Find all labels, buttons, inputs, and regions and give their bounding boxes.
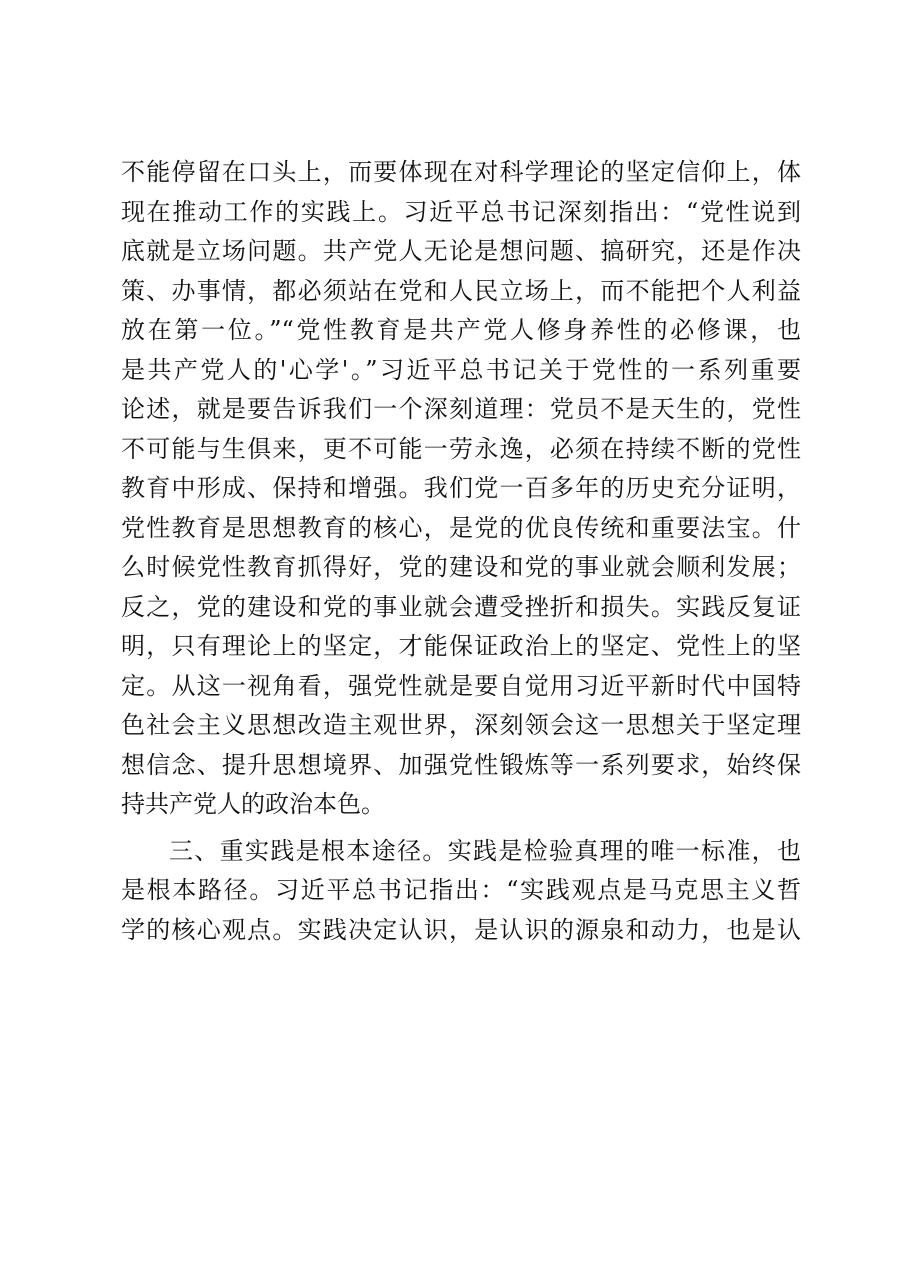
text-line: 想信念、提升思想境界、加强党性锻炼等一系列要求，始终保 — [121, 750, 801, 779]
text-line: 党性教育是思想教育的核心，是党的优良传统和重要法宝。什 — [121, 513, 801, 542]
text-line: 放在第一位。”“党性教育是共产党人修身养性的必修课，也 — [121, 316, 801, 344]
body-text — [121, 153, 801, 950]
paragraph-2 — [121, 832, 801, 951]
text-line: 明，只有理论上的坚定，才能保证政治上的坚定、党性上的坚 — [121, 632, 801, 660]
text-line: 学的核心观点。实践决定认识，是认识的源泉和动力，也是认 — [121, 915, 801, 944]
text-line: 教育中形成、保持和增强。我们党一百多年的历史充分证明， — [121, 474, 801, 502]
text-line: 持共产党人的政治本色。 — [121, 790, 385, 818]
text-line: 色社会主义思想改造主观世界，深刻领会这一思想关于坚定理 — [121, 711, 801, 739]
text-line: 是根本路径。习近平总书记指出：“实践观点是马克思主义哲 — [121, 876, 801, 904]
paragraph-gap — [121, 825, 801, 832]
text-line: 三、重实践是根本途径。实践是检验真理的唯一标准，也 — [169, 836, 801, 865]
text-line: 是共产党人的'心学'。”习近平总书记关于党性的一系列重要 — [121, 355, 801, 384]
text-line: 不可能与生俱来，更不可能一劳永逸，必须在持续不断的党性 — [121, 434, 801, 463]
text-line: 么时候党性教育抓得好，党的建设和党的事业就会顺利发展； — [121, 553, 801, 581]
paragraph-1 — [121, 153, 801, 825]
text-line: 论述，就是要告诉我们一个深刻道理：党员不是天生的，党性 — [121, 395, 801, 423]
text-line: 现在推动工作的实践上。习近平总书记深刻指出：“党性说到 — [121, 197, 801, 226]
text-line: 策、办事情，都必须站在党和人民立场上，而不能把个人利益 — [121, 276, 801, 305]
text-line: 不能停留在口头上，而要体现在对科学理论的坚定信仰上，体 — [121, 158, 801, 186]
text-line: 定。从这一视角看，强党性就是要自觉用习近平新时代中国特 — [121, 671, 801, 700]
text-line: 反之，党的建设和党的事业就会遭受挫折和损失。实践反复证 — [121, 592, 801, 621]
text-line: 底就是立场问题。共产党人无论是想问题、搞研究，还是作决 — [121, 237, 801, 265]
